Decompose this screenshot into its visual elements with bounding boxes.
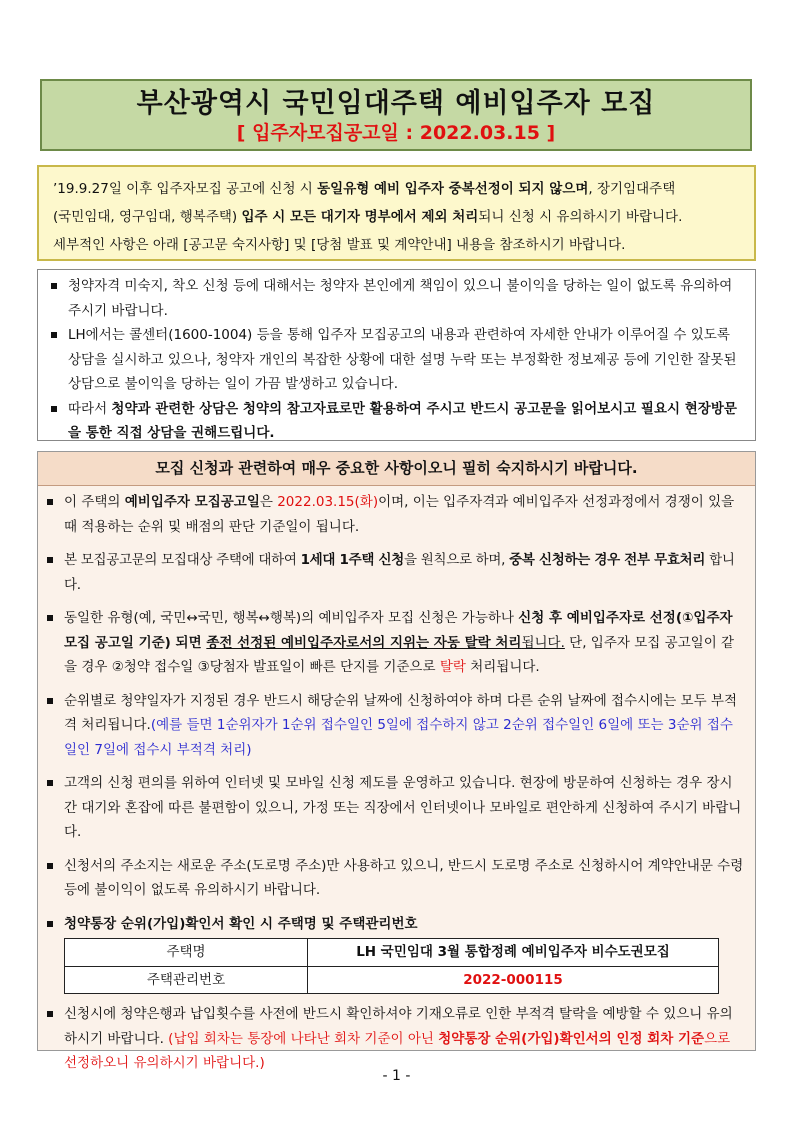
notice-item <box>46 548 745 597</box>
warning-text: 따라서 <box>68 400 112 417</box>
item-text: 을 원칙으로 하며, <box>404 552 510 568</box>
bullet-square-icon <box>47 863 53 869</box>
item-emphasis: 중복 신청하는 경우 전부 무효처리 <box>509 552 706 568</box>
notice-item <box>46 771 745 845</box>
bullet-square-icon <box>47 780 53 786</box>
item-emphasis: 1세대 1주택 신청 <box>300 552 404 568</box>
notice-item <box>46 912 745 937</box>
item-text: 고객의 신청 편의를 위하여 인터넷 및 모바일 신청 제도를 운영하고 있습니다. 현장에 방문하여 신청하는 경우 장시간 대기와 혼잡에 따른 불편함이 있으니, 가정 또는 직장에서 인터넷이나 모바일로 편안하게 신청하여 주시기 바랍니다. <box>64 775 742 840</box>
notice-box <box>37 165 756 261</box>
table-row <box>65 966 719 994</box>
notice-text: ’19.9.27일 이후 입주자모집 공고에 신청 시 <box>53 181 318 197</box>
item-text: 순위별로 청약일자가 지정된 경우 반드시 해당순위 날짜에 신청하여야 하며 다른 순위 날짜에 접수시에는 모두 부적격 처리됩니다. <box>64 692 738 733</box>
warning-emphasis: 청약과 관련한 상담은 청약의 참고자료로만 활용하여 주시고 반드시 공고문을 읽어보시고 필요시 현장방문을 통한 직접 상담을 권해드립니다. <box>68 400 737 441</box>
table-value: LH 국민임대 3월 통합정례 예비입주자 비수도권모집 <box>308 939 719 967</box>
item-red-text: 으로 선정하오니 유의하시기 바랍니다.) <box>64 1030 731 1071</box>
item-text: 처리됩니다. <box>465 659 540 675</box>
item-text: 신청서의 주소지는 새로운 주소(도로명 주소)만 사용하고 있으니, 반드시 도로명 주소로 신청하시어 계약안내문 수령 등에 불이익이 없도록 유의하시기 바랍니다. <box>64 857 744 898</box>
item-text: 합니다. <box>64 552 735 593</box>
date-bracket-close: ] <box>546 122 556 144</box>
table-row <box>65 939 719 967</box>
notice-item <box>46 689 745 763</box>
item-text: 본 모집공고문의 모집대상 주택에 대하여 <box>64 552 301 568</box>
item-red-text: (납입 회차는 통장에 나타난 회차 기준이 아닌 <box>168 1030 439 1047</box>
notice-item <box>46 490 745 539</box>
item-emphasis: 종전 선정된 예비입주자로서의 지위는 자동 탈락 처리 <box>206 634 522 651</box>
bullet-square-icon <box>47 698 53 704</box>
warning-text: LH에서는 콜센터(1600-1004) 등을 통해 입주자 모집공고의 내용과 관련하여 자세한 안내가 이루어질 수 있도록 상담을 실시하고 있으나, 청약자 개인의 복잡한 상황에 대한 설명 누락 또는 부정확한 정보제공 등에 기인한 잘못된 상담으로 불이익을 당하는 일이 가끔 발생하고 있습니다. <box>68 327 737 392</box>
item-red-emphasis: 청약통장 순위(가입)확인서의 인정 회차 기준 <box>438 1030 705 1047</box>
notice-line-1 <box>53 175 742 203</box>
main-notice-section <box>37 451 756 1071</box>
item-text: 신청시에 청약은행과 납입횟수를 사전에 반드시 확인하셔야 기재오류로 인한 부적격 탈락을 예방할 수 있으니 유의하시기 바랍니다. <box>64 1006 733 1047</box>
bullet-square-icon <box>51 406 57 412</box>
bullet-square-icon <box>51 332 57 338</box>
item-text: 이 주택의 <box>64 494 125 510</box>
table-value: 2022-000115 <box>308 966 719 994</box>
title-banner <box>40 79 752 151</box>
warning-text: 청약자격 미숙지, 착오 신청 등에 대해서는 청약자 본인에게 책임이 있으니 불이익을 당하는 일이 없도록 유의하여 주시기 바랍니다. <box>68 278 733 319</box>
notice-item <box>46 606 745 680</box>
section-heading: 모집 신청과 관련하여 매우 중요한 사항이오니 필히 숙지하시기 바랍니다. <box>38 452 755 486</box>
page-title: 부산광역시 국민임대주택 예비입주자 모집 <box>136 88 656 119</box>
warning-item <box>50 274 743 323</box>
notice-line-3: 세부적인 사항은 아래 [공고문 숙지사항] 및 [당첨 발표 및 계약안내] 내용을 참조하시기 바랍니다. <box>53 237 626 253</box>
notice-text: 되니 신청 시 유의하시기 바랍니다. <box>478 209 683 225</box>
item-red-text: 탈락 <box>439 659 466 675</box>
notice-text: (국민임대, 영구임대, 행복주택) <box>53 209 242 225</box>
announcement-date <box>42 121 750 145</box>
warning-item <box>50 397 743 446</box>
date-text: 입주자모집공고일 : 2022.03.15 <box>252 122 540 144</box>
bullet-square-icon <box>47 615 53 621</box>
notice-item <box>46 854 745 903</box>
announcement-date-value: 2022.03.15(화) <box>277 494 379 510</box>
section-body <box>38 486 755 1076</box>
bullet-square-icon <box>47 499 53 505</box>
item-text: 은 <box>259 494 278 510</box>
page-number: - 1 - <box>382 1068 411 1084</box>
notice-text: , 장기임대주택 <box>588 181 676 197</box>
item-text: 청약통장 순위(가입)확인서 확인 시 주택명 및 주택관리번호 <box>64 915 418 932</box>
bullet-square-icon <box>47 1011 53 1017</box>
bullet-square-icon <box>47 921 53 927</box>
warning-box <box>37 269 756 441</box>
table-key: 주택관리번호 <box>65 966 308 994</box>
notice-item <box>46 1002 745 1076</box>
item-text: 됩니다. <box>521 634 565 651</box>
item-text: 이며, 이는 입주자격과 예비입주자 선정과정에서 경쟁이 있을 때 적용하는 순위 및 배점의 판단 기준일이 됩니다. <box>64 494 735 535</box>
notice-emphasis: 동일유형 예비 입주자 중복선정이 되지 않으며 <box>317 181 589 197</box>
item-example-text: (예를 들면 1순위자가 1순위 접수일인 5일에 접수하지 않고 2순위 접수일인 6일에 또는 3순위 접수일인 7일에 접수시 부적격 처리) <box>64 717 733 758</box>
item-emphasis: 신청 후 예비입주자로 선정(①입주자모집 공고일 기준) 되면 <box>64 610 733 651</box>
notice-emphasis: 입주 시 모든 대기자 명부에서 제외 처리 <box>241 209 479 225</box>
housing-info-table <box>64 938 719 994</box>
item-text: 단, 입주자 모집 공고일이 같을 경우 ②청약 접수일 ③당첨자 발표일이 빠른 단지를 기준으로 <box>64 634 735 675</box>
bullet-square-icon <box>51 283 57 289</box>
notice-line-2 <box>53 203 742 231</box>
item-emphasis: 예비입주자 모집공고일 <box>124 494 260 510</box>
warning-item <box>50 323 743 397</box>
date-bracket-open: [ <box>236 122 246 144</box>
bullet-square-icon <box>47 557 53 563</box>
table-key: 주택명 <box>65 939 308 967</box>
item-text: 동일한 유형(예, 국민↔국민, 행복↔행복)의 예비입주자 모집 신청은 가능하나 <box>64 610 519 626</box>
